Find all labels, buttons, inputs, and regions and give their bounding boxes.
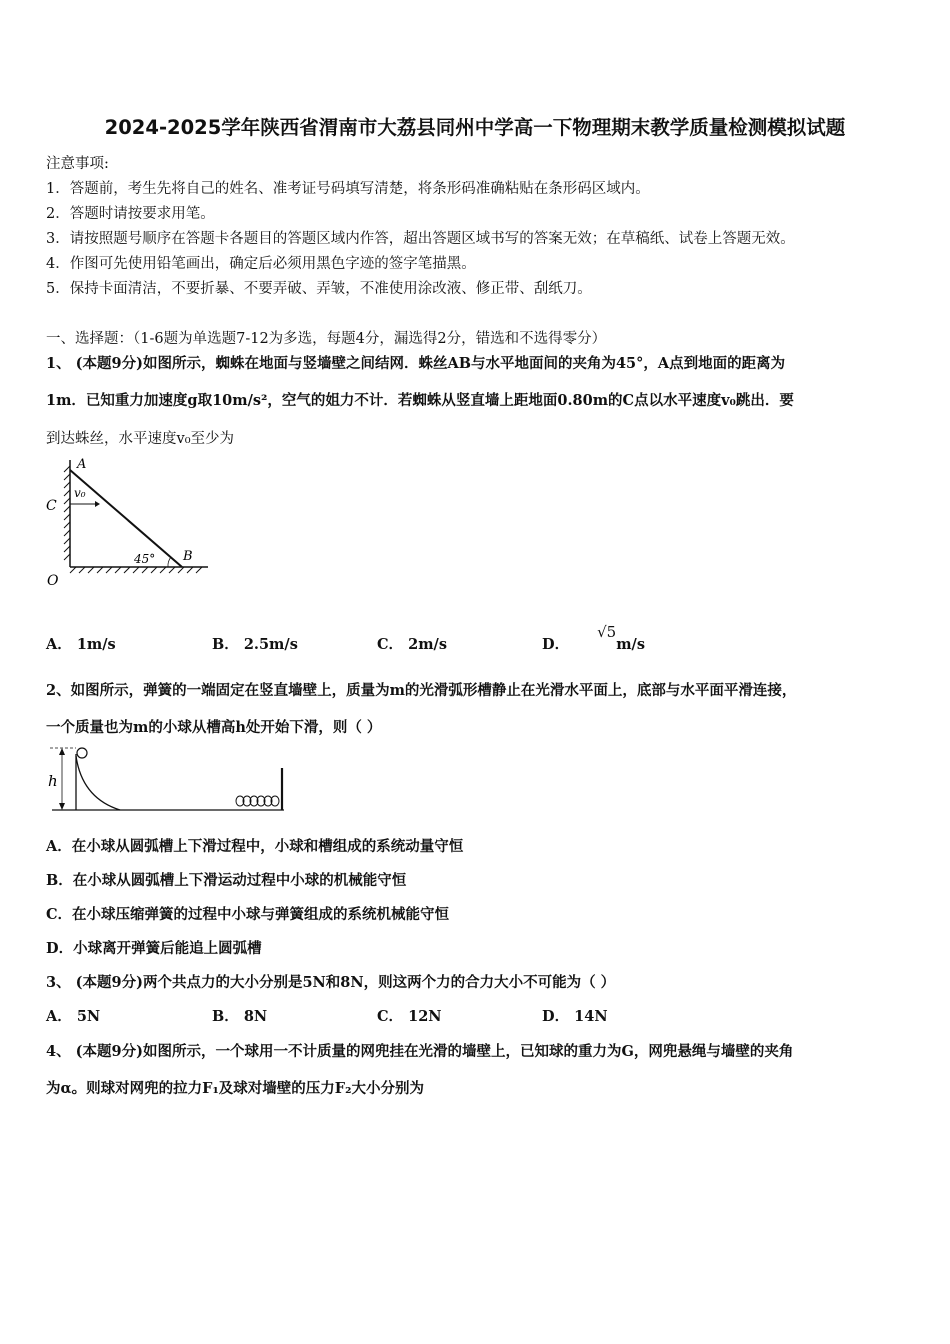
q3-option-c[interactable]: C． 12N xyxy=(377,1008,442,1025)
q3-stem-line: 3、 (本题9分)两个共点力的大小分别是5N和8N，则这两个力的合力大小不可能为（ ） xyxy=(46,974,616,991)
notice-item: 1．答题前，考生先将自己的姓名、准考证号码填写清楚，将条形码准确粘贴在条形码区域内。 xyxy=(46,181,650,197)
figure-label-b: B xyxy=(183,549,193,564)
q1-figure-spider-web xyxy=(40,452,215,587)
page-title: 2024-2025学年陕西省渭南市大荔县同州中学高一下物理期末教学质量检测模拟试题 xyxy=(104,116,846,139)
q2-option-c[interactable]: C．在小球压缩弹簧的过程中小球与弹簧组成的系统机械能守恒 xyxy=(46,906,450,923)
notice-item: 5．保持卡面清洁，不要折暴、不要弄破、弄皱，不准使用涂改液、修正带、刮纸刀。 xyxy=(46,281,592,297)
q1-option-d[interactable]: D．√5m/s xyxy=(542,623,645,653)
q3-option-b[interactable]: B． 8N xyxy=(212,1008,268,1025)
q1-option-c[interactable]: C． 2m/s xyxy=(377,636,448,653)
figure-label-a: A xyxy=(77,457,87,472)
q4-stem-line: 4、 (本题9分)如图所示，一个球用一不计质量的网兜挂在光滑的墙壁上，已知球的重力为G，网兜悬绳与墙壁的夹角 xyxy=(46,1043,794,1060)
q1-option-a[interactable]: A． 1m/s xyxy=(46,636,116,653)
q2-figure-slope-spring xyxy=(40,742,290,814)
q4-stem-line: 为α。则球对网兜的拉力F₁及球对墙壁的压力F₂大小分别为 xyxy=(46,1080,424,1097)
q1-option-b[interactable]: B． 2.5m/s xyxy=(212,636,298,653)
figure-label-o: O xyxy=(47,573,59,587)
q3-option-a[interactable]: A． 5N xyxy=(46,1008,101,1025)
notice-item: 3．请按照题号顺序在答题卡各题目的答题区域内作答，超出答题区域书写的答案无效；在草稿纸、试卷上答题无效。 xyxy=(46,231,795,247)
q1-stem-line: 1m．已知重力加速度g取10m/s²，空气的姐力不计．若蜘蛛从竖直墙上距地面0.80m的C点以水平速度v₀跳出．要 xyxy=(46,392,794,409)
q2-option-b[interactable]: B．在小球从圆弧槽上下滑运动过程中小球的机械能守恒 xyxy=(46,872,407,889)
notice-heading: 注意事项: xyxy=(46,156,109,172)
q2-stem-line: 2、如图所示，弹簧的一端固定在竖直墙壁上，质量为m的光滑弧形槽静止在光滑水平面上，底部与水平面平滑连接， xyxy=(46,682,797,699)
q2-stem-line: 一个质量也为m的小球从槽高h处开始下滑，则（ ） xyxy=(46,719,382,736)
section-heading: 一、选择题：（1-6题为单选题7-12为多选，每题4分，漏选得2分，错选和不选得零分） xyxy=(46,331,607,347)
q1-stem-line: 到达蛛丝，水平速度v₀至少为 xyxy=(46,431,235,447)
notice-item: 2．答题时请按要求用笔。 xyxy=(46,206,215,222)
notice-item: 4．作图可先使用铅笔画出，确定后必须用黑色字迹的签字笔描黑。 xyxy=(46,256,476,272)
figure-label-h: h xyxy=(48,772,58,790)
figure-label-angle: 45° xyxy=(134,552,156,566)
q1-stem-line: 1、 (本题9分)如图所示，蜘蛛在地面与竖墙壁之间结网．蛛丝AB与水平地面间的夹角为45°，A点到地面的距离为 xyxy=(46,355,786,372)
figure-label-v0: v₀ xyxy=(74,486,86,500)
q2-option-d[interactable]: D．小球离开弹簧后能追上圆弧槽 xyxy=(46,940,262,957)
figure-label-c: C xyxy=(46,498,57,514)
sqrt-five: √5 xyxy=(597,623,617,641)
q2-option-a[interactable]: A．在小球从圆弧槽上下滑过程中，小球和槽组成的系统动量守恒 xyxy=(46,838,464,855)
q3-option-d[interactable]: D． 14N xyxy=(542,1008,608,1025)
